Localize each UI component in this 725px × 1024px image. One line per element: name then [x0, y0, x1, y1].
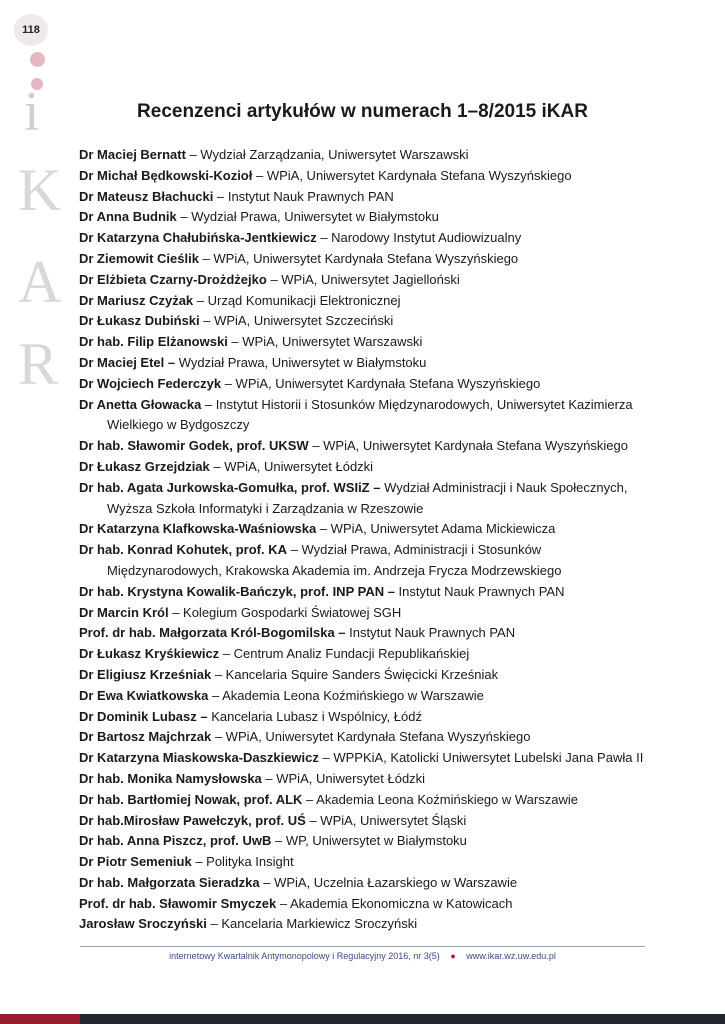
reviewer-entry: [79, 623, 649, 644]
reviewer-entry: [79, 270, 649, 291]
page-number: 118: [14, 14, 48, 46]
reviewer-affiliation: – WPiA, Uniwersytet Adama Mickiewicza: [316, 521, 556, 537]
reviewer-entry: [79, 914, 649, 935]
reviewer-affiliation: – Kolegium Gospodarki Światowej SGH: [168, 604, 402, 620]
reviewer-name: Dr hab. Krystyna Kowalik-Bańczyk, prof. INP PAN –: [79, 583, 395, 599]
reviewer-name: Prof. dr hab. Małgorzata Król-Bogomilska –: [79, 625, 346, 641]
reviewer-name: Dr hab. Monika Namysłowska: [79, 770, 262, 786]
reviewer-entry: [79, 519, 649, 540]
reviewer-name: Dr Mariusz Czyżak: [79, 292, 194, 308]
footer-divider: [80, 946, 645, 947]
reviewer-affiliation: – WPiA, Uniwersytet Kardynała Stefana Wyszyńskiego: [221, 375, 541, 391]
reviewer-name: Dr hab.Mirosław Pawełczyk, prof. UŚ: [79, 812, 306, 828]
reviewer-affiliation: – Akademia Leona Koźmińskiego w Warszawie: [208, 687, 484, 703]
reviewer-affiliation: – Polityka Insight: [191, 854, 294, 870]
reviewer-affiliation: – WPiA, Uniwersytet Śląski: [305, 812, 467, 828]
reviewer-entry: [79, 894, 649, 915]
reviewer-affiliation: – WPiA, Uniwersytet Kardynała Stefana Wyszyńskiego: [308, 438, 628, 454]
reviewer-name: Dr Anetta Głowacka: [79, 396, 202, 412]
reviewer-affiliation: – Kancelaria Squire Sanders Święcicki Krześniak: [211, 666, 499, 682]
reviewer-entry: [79, 665, 649, 686]
reviewer-name: Jarosław Sroczyński: [79, 916, 207, 932]
reviewer-affiliation: Wydział Administracji i Nauk Społecznych, Wyższa Szkoła Informatyki i Zarządzania w Rzeszowie: [107, 479, 628, 516]
reviewer-name: Dr Maciej Bernatt: [79, 147, 186, 162]
reviewer-name: Dr Piotr Semeniuk: [79, 854, 192, 870]
reviewer-entry: [79, 207, 649, 228]
reviewer-name: Dr hab. Bartłomiej Nowak, prof. ALK: [79, 791, 303, 807]
reviewer-entry: [79, 187, 649, 208]
reviewer-name: Dr Katarzyna Klafkowska-Waśniowska: [79, 521, 317, 537]
reviewer-entry: [79, 582, 649, 603]
bottom-bar-accent: [0, 1014, 80, 1024]
footer-bullet: ●: [450, 951, 456, 961]
reviewer-entry: [79, 291, 649, 312]
footer: [80, 951, 645, 961]
reviewer-name: Dr Marcin Król: [79, 604, 169, 620]
reviewer-name: Dr Łukasz Grzejdziak: [79, 458, 210, 474]
reviewer-name: Dr hab. Sławomir Godek, prof. UKSW: [79, 438, 309, 454]
reviewer-entry: [79, 228, 649, 249]
reviewer-entry: [79, 249, 649, 270]
reviewer-entry: [79, 769, 649, 790]
reviewer-entry: [79, 873, 649, 894]
reviewer-entry: [79, 748, 649, 769]
reviewer-name: Dr Wojciech Federczyk: [79, 375, 222, 391]
reviewer-affiliation: Wydział Prawa, Uniwersytet w Białymstoku: [175, 354, 427, 370]
reviewer-entry: [79, 727, 649, 748]
reviewer-entry: [79, 353, 649, 374]
reviewer-entry: [79, 790, 649, 811]
reviewer-affiliation: – WPiA, Uniwersytet Jagielloński: [266, 271, 460, 287]
reviewer-entry: [79, 852, 649, 873]
side-logo-letter-i: i: [24, 81, 40, 143]
reviewer-entry: [79, 540, 649, 582]
reviewer-affiliation: – WPiA, Uniwersytet Warszawski: [227, 334, 423, 350]
side-logo-letter-a: A: [18, 249, 62, 315]
reviewer-name: Dr hab. Filip Elżanowski: [79, 334, 228, 350]
reviewer-affiliation: – Urząd Komunikacji Elektronicznej: [193, 292, 401, 308]
reviewer-entry: [79, 603, 649, 624]
page-title: Recenzenci artykułów w numerach 1–8/2015 iKAR: [137, 101, 588, 122]
reviewer-affiliation: – Akademia Leona Koźmińskiego w Warszawie: [302, 791, 578, 807]
reviewer-affiliation: – WP, Uniwersytet w Białymstoku: [271, 833, 467, 849]
reviewer-name: Prof. dr hab. Sławomir Smyczek: [79, 895, 277, 911]
reviewer-affiliation: – Instytut Historii i Stosunków Międzynarodowych, Uniwersytet Kazimierza Wielkiego w Bydgoszczy: [107, 396, 633, 433]
reviewer-name: Dr Katarzyna Miaskowska-Daszkiewicz: [79, 750, 319, 766]
reviewer-entry: [79, 166, 649, 187]
reviewer-entry: [79, 644, 649, 665]
reviewer-affiliation: – WPiA, Uniwersytet Kardynała Stefana Wyszyńskiego: [211, 729, 531, 745]
reviewer-name: Dr Maciej Etel –: [79, 354, 176, 370]
reviewer-name: Dr hab. Agata Jurkowska-Gomułka, prof. WSIiZ –: [79, 479, 381, 495]
reviewer-affiliation: – Wydział Prawa, Uniwersytet w Białymstoku: [176, 209, 439, 225]
reviewer-entry: [79, 478, 649, 520]
reviewer-name: Dr Ziemowit Cieślik: [79, 250, 199, 266]
reviewer-entry: [79, 707, 649, 728]
reviewer-affiliation: Instytut Nauk Prawnych PAN: [394, 583, 565, 599]
side-logo-letter-r: R: [18, 331, 59, 397]
reviewer-name: Dr hab. Konrad Kohutek, prof. KA: [79, 542, 287, 558]
reviewer-name: Dr Anna Budnik: [79, 209, 177, 225]
reviewer-entry: [79, 831, 649, 852]
reviewer-affiliation: – WPiA, Uniwersytet Łódzki: [209, 458, 374, 474]
reviewer-name: Dr Łukasz Kryśkiewicz: [79, 646, 220, 662]
reviewer-entry: [79, 311, 649, 332]
reviewer-affiliation: – WPiA, Uczelnia Łazarskiego w Warszawie: [259, 874, 518, 890]
reviewer-affiliation: – WPiA, Uniwersytet Kardynała Stefana Wyszyńskiego: [252, 167, 572, 183]
reviewer-name: Dr Ewa Kwiatkowska: [79, 687, 209, 703]
reviewer-affiliation: – Akademia Ekonomiczna w Katowicach: [276, 895, 513, 911]
reviewer-entry: [79, 332, 649, 353]
reviewer-entry: [79, 811, 649, 832]
reviewer-entry: [79, 686, 649, 707]
reviewer-entry: [79, 436, 649, 457]
reviewer-entry: [79, 457, 649, 478]
reviewer-affiliation: – WPiA, Uniwersytet Szczeciński: [199, 313, 394, 329]
reviewer-name: Dr Łukasz Dubiński: [79, 313, 200, 329]
reviewer-affiliation: Instytut Nauk Prawnych PAN: [345, 625, 516, 641]
reviewer-affiliation: Kancelaria Lubasz i Wspólnicy, Łódź: [207, 708, 422, 724]
reviewer-name: Dr Mateusz Błachucki: [79, 188, 214, 204]
bottom-bar: [80, 1014, 725, 1024]
reviewer-name: Dr Bartosz Majchrzak: [79, 729, 212, 745]
footer-journal: internetowy Kwartalnik Antymonopolowy i Regulacyjny 2016, nr 3(5): [169, 951, 440, 961]
reviewer-entry: [79, 395, 649, 437]
reviewer-list: [79, 145, 649, 935]
reviewer-affiliation: – Centrum Analiz Fundacji Republikańskiej: [219, 646, 470, 662]
reviewer-affiliation: – WPPKiA, Katolicki Uniwersytet Lubelski Jana Pawła II: [318, 750, 644, 766]
footer-url[interactable]: www.ikar.wz.uw.edu.pl: [466, 951, 556, 961]
reviewer-affiliation: – Wydział Prawa, Administracji i Stosunków Międzynarodowych, Krakowska Akademia im. Andrzeja Frycza Modrzewskiego: [107, 542, 562, 578]
side-logo-letter-k: K: [18, 157, 62, 223]
reviewer-entry: [79, 145, 649, 166]
reviewer-affiliation: – Narodowy Instytut Audiowizualny: [316, 230, 522, 246]
reviewer-name: Dr Michał Będkowski-Kozioł: [79, 167, 253, 183]
reviewer-name: Dr hab. Małgorzata Sieradzka: [79, 874, 260, 890]
reviewer-affiliation: – WPiA, Uniwersytet Łódzki: [261, 770, 426, 786]
reviewer-name: Dr hab. Anna Piszcz, prof. UwB: [79, 833, 272, 849]
reviewer-affiliation: – Kancelaria Markiewicz Sroczyński: [206, 916, 418, 932]
decorative-dot: [30, 52, 45, 67]
reviewer-entry: [79, 374, 649, 395]
reviewer-affiliation: – Instytut Nauk Prawnych PAN: [213, 188, 394, 204]
reviewer-name: Dr Dominik Lubasz –: [79, 708, 208, 724]
reviewer-name: Dr Elżbieta Czarny-Drożdżejko: [79, 271, 267, 287]
reviewer-name: Dr Katarzyna Chałubińska-Jentkiewicz: [79, 230, 317, 246]
reviewer-affiliation: – WPiA, Uniwersytet Kardynała Stefana Wyszyńskiego: [198, 250, 519, 266]
reviewer-name: Dr Eligiusz Krześniak: [79, 666, 212, 682]
reviewer-affiliation: – Wydział Zarządzania, Uniwersytet Warszawski: [185, 147, 469, 162]
